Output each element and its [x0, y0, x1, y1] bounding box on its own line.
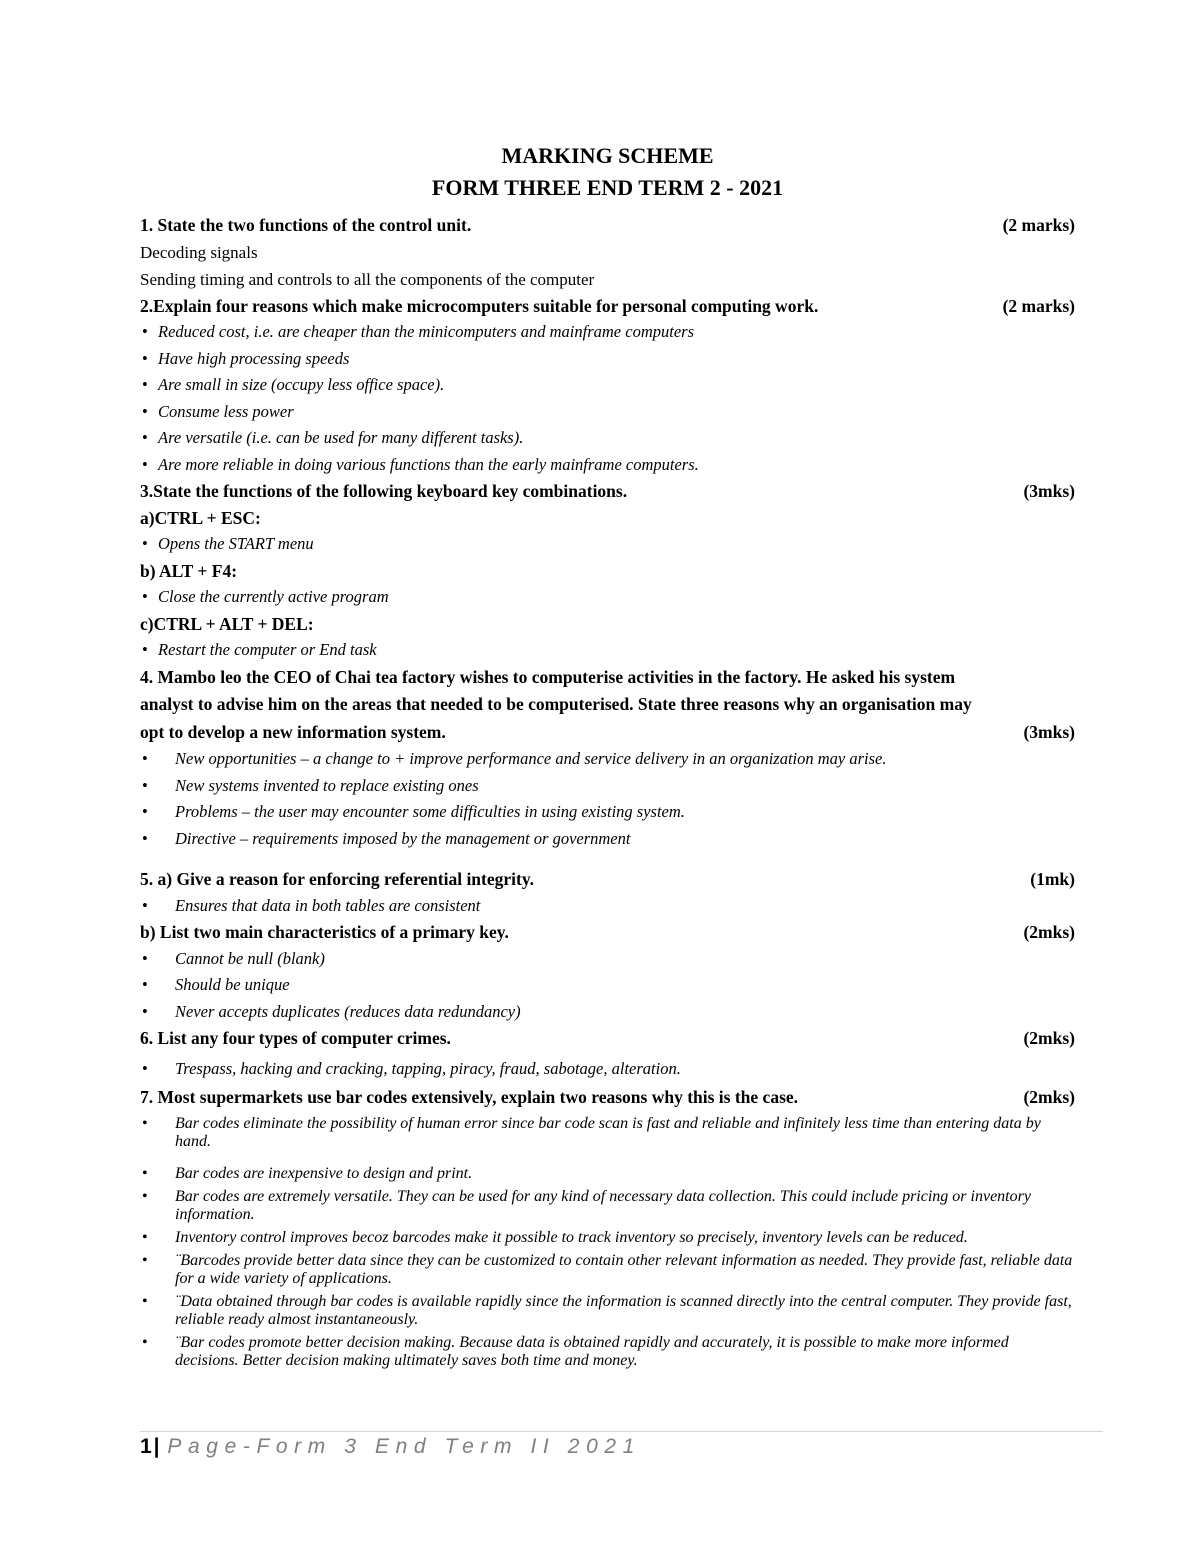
- answer-bullet: • New systems invented to replace existing ones: [140, 773, 1075, 800]
- page-subtitle: FORM THREE END TERM 2 - 2021: [431, 175, 784, 200]
- question-5a: [140, 866, 1075, 893]
- page-number: 1|: [140, 1435, 162, 1458]
- spacer: [140, 852, 1075, 866]
- sub-question-label: a)CTRL + ESC:: [140, 507, 261, 528]
- answer-bullet: • Restart the computer or End task: [140, 637, 1075, 664]
- question-7-text: 7. Most supermarkets use bar codes extensively, explain two reasons why this is the case.: [140, 1087, 799, 1107]
- document-page: [140, 140, 1075, 1375]
- question-4-line: analyst to advise him on the areas that needed to be computerised. State three reasons why an organisation may: [140, 694, 972, 714]
- page-title: MARKING SCHEME: [501, 143, 714, 168]
- question-4-line: 4. Mambo leo the CEO of Chai tea factory wishes to computerise activities in the factory. He asked his system: [140, 666, 956, 687]
- answer-bullet: • Bar codes eliminate the possibility of human error since bar code scan is fast and reliable and infinitely less time than entering data by hand.: [140, 1115, 1075, 1151]
- question-3: [140, 478, 1075, 505]
- answer-bullet: • Ensures that data in both tables are consistent: [140, 893, 1075, 920]
- question-6-text: 6. List any four types of computer crimes.: [140, 1028, 451, 1048]
- question-1-marks: (2 marks): [1002, 215, 1075, 235]
- answer-bullet: • Are small in size (occupy less office space).: [140, 372, 1075, 399]
- question-4-marks: (3mks): [1023, 721, 1075, 742]
- answer-bullet: • New opportunities – a change to + improve performance and service delivery in an organization may arise.: [140, 746, 1075, 773]
- question-6-marks: (2mks): [1023, 1028, 1075, 1048]
- answer-line: Sending timing and controls to all the components of the computer: [140, 269, 595, 289]
- answer-bullet: • Bar codes are extremely versatile. They can be used for any kind of necessary data collection. This could include pricing or inventory information.: [140, 1188, 1075, 1224]
- question-3-marks: (3mks): [1023, 481, 1075, 501]
- question-7: [140, 1084, 1075, 1111]
- answer-bullet: • Cannot be null (blank): [140, 946, 1075, 973]
- question-1-text: 1. State the two functions of the control unit.: [140, 215, 472, 235]
- question-4-line: [140, 719, 1075, 747]
- answer-bullet: • Trespass, hacking and cracking, tapping, piracy, fraud, sabotage, alteration.: [140, 1056, 1075, 1083]
- answer-bullet: • Have high processing speeds: [140, 346, 1075, 373]
- answer-bullet: • Close the currently active program: [140, 584, 1075, 611]
- footer-text: Page-Form 3 End Term II 2021: [167, 1435, 641, 1458]
- answer-line: Decoding signals: [140, 242, 258, 262]
- answer-bullet: • ¨Barcodes provide better data since they can be customized to contain other relevant information as needed. They provide fast, reliable data for a wide variety of applications.: [140, 1252, 1075, 1288]
- question-6: [140, 1025, 1075, 1052]
- footer-divider: [140, 1431, 1103, 1432]
- sub-question-label: b) ALT + F4:: [140, 560, 238, 581]
- answer-bullet: • Inventory control improves becoz barcodes make it possible to track inventory so precisely, inventory levels can be reduced.: [140, 1229, 1075, 1247]
- question-3-text: 3.State the functions of the following keyboard key combinations.: [140, 481, 628, 501]
- question-4-line-text: opt to develop a new information system.: [140, 721, 446, 742]
- page-footer: [140, 1434, 641, 1460]
- question-5b-text: b) List two main characteristics of a primary key.: [140, 922, 509, 942]
- answer-bullet: • Bar codes are inexpensive to design and print.: [140, 1165, 1075, 1183]
- answer-bullet: • Opens the START menu: [140, 531, 1075, 558]
- question-1: [140, 212, 1075, 239]
- answer-bullet: • Reduced cost, i.e. are cheaper than the minicomputers and mainframe computers: [140, 319, 1075, 346]
- answer-bullet: • Directive – requirements imposed by the management or government: [140, 826, 1075, 853]
- question-2-text: 2.Explain four reasons which make microcomputers suitable for personal computing work.: [140, 295, 819, 316]
- question-5b: [140, 919, 1075, 946]
- question-5b-marks: (2mks): [1023, 922, 1075, 942]
- answer-bullet: • Are more reliable in doing various functions than the early mainframe computers.: [140, 452, 1075, 479]
- answer-bullet: • ¨Bar codes promote better decision making. Because data is obtained rapidly and accurately, it is possible to make more informed decisions. Better decision making ultimately saves both time and money.: [140, 1334, 1075, 1370]
- sub-question-label: c)CTRL + ALT + DEL:: [140, 613, 314, 634]
- question-5a-text: 5. a) Give a reason for enforcing referential integrity.: [140, 869, 534, 889]
- answer-bullet: • Problems – the user may encounter some difficulties in using existing system.: [140, 799, 1075, 826]
- question-2: [140, 293, 1075, 320]
- question-7-marks: (2mks): [1023, 1087, 1075, 1107]
- question-4: [140, 664, 1075, 747]
- answer-bullet: • Are versatile (i.e. can be used for many different tasks).: [140, 425, 1075, 452]
- title-block: [140, 140, 1075, 204]
- answer-bullet: • Never accepts duplicates (reduces data redundancy): [140, 999, 1075, 1026]
- question-2-marks: (2 marks): [1002, 295, 1075, 316]
- answer-bullet: • Consume less power: [140, 399, 1075, 426]
- question-5a-marks: (1mk): [1030, 869, 1075, 889]
- answer-bullet: • ¨Data obtained through bar codes is available rapidly since the information is scanned directly into the central computer. They provide fast, reliable ready almost instantaneously.: [140, 1293, 1075, 1329]
- answer-bullet: • Should be unique: [140, 972, 1075, 999]
